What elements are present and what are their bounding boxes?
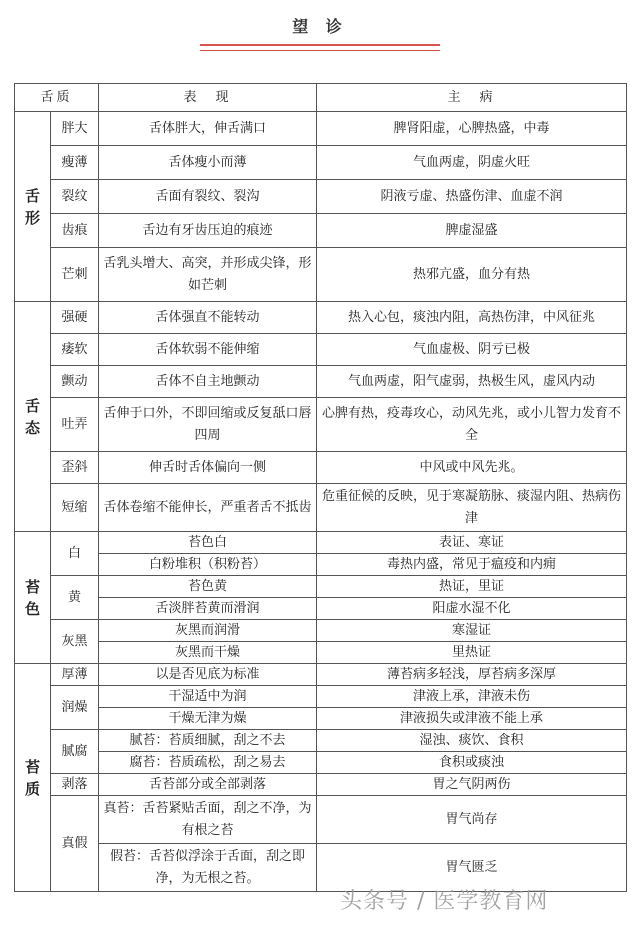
- row-manifestation: 灰黑而润滑: [99, 620, 317, 642]
- table-row: [15, 664, 627, 686]
- group-label: 白: [51, 532, 99, 576]
- table-row: [15, 642, 627, 664]
- row-disease: 津液上承，津液未伤: [317, 686, 627, 708]
- table-row: [15, 774, 627, 796]
- table-row: [15, 180, 627, 214]
- row-label: 颤动: [51, 366, 99, 398]
- table-row: [15, 620, 627, 642]
- row-disease: 寒湿证: [317, 620, 627, 642]
- row-manifestation: 舌体瘦小而薄: [99, 146, 317, 180]
- row-manifestation: 苔色白: [99, 532, 317, 554]
- row-manifestation: 干湿适中为润: [99, 686, 317, 708]
- row-manifestation: 舌面有裂纹、裂沟: [99, 180, 317, 214]
- row-manifestation: 伸舌时舌体偏向一侧: [99, 452, 317, 484]
- row-label: 歪斜: [51, 452, 99, 484]
- row-manifestation: 舌体不自主地颤动: [99, 366, 317, 398]
- row-disease: 阳虚水湿不化: [317, 598, 627, 620]
- row-disease: 毒热内盛，常见于瘟疫和内痈: [317, 554, 627, 576]
- row-label: 胖大: [51, 112, 99, 146]
- row-disease: 脾虚湿盛: [317, 214, 627, 248]
- row-disease: 湿浊、痰饮、食积: [317, 730, 627, 752]
- row-manifestation: 舌苔部分或全部剥落: [99, 774, 317, 796]
- row-label: 瘦薄: [51, 146, 99, 180]
- table-row: [15, 302, 627, 334]
- table-row: [15, 554, 627, 576]
- header-tongue-quality: 舌质: [15, 84, 99, 112]
- table-row: [15, 214, 627, 248]
- row-manifestation: 腐苔：苔质疏松，刮之易去: [99, 752, 317, 774]
- tongue-diagnosis-table: [14, 83, 627, 892]
- category-tongue-shape: 舌形: [15, 112, 51, 302]
- category-coating-quality: 苔质: [15, 664, 51, 892]
- table-row: [15, 366, 627, 398]
- row-disease: 热邪亢盛，血分有热: [317, 248, 627, 302]
- category-tongue-state: 舌态: [15, 302, 51, 532]
- row-manifestation: 舌淡胖苔黄而滑润: [99, 598, 317, 620]
- group-label: 腻腐: [51, 730, 99, 774]
- table-row: [15, 686, 627, 708]
- row-manifestation: 舌体卷缩不能伸长，严重者舌不抵齿: [99, 484, 317, 532]
- table-row: [15, 334, 627, 366]
- row-manifestation: 舌体软弱不能伸缩: [99, 334, 317, 366]
- row-disease: 薄苔病多轻浅，厚苔病多深厚: [317, 664, 627, 686]
- watermark: 头条号 / 医学教育网: [340, 889, 549, 914]
- group-label: 润燥: [51, 686, 99, 730]
- row-label: 吐弄: [51, 398, 99, 452]
- row-disease: 食积或痰浊: [317, 752, 627, 774]
- row-manifestation: 以是否见底为标准: [99, 664, 317, 686]
- row-manifestation: 假苔：舌苔似浮涂于舌面，刮之即净，为无根之苔。: [99, 844, 317, 892]
- group-label: 黄: [51, 576, 99, 620]
- row-disease: 津液损失或津液不能上承: [317, 708, 627, 730]
- group-label: 真假: [51, 796, 99, 892]
- table-row: [15, 248, 627, 302]
- table-row: [15, 730, 627, 752]
- group-label: 灰黑: [51, 620, 99, 664]
- row-manifestation: 舌乳头增大、高突，并形成尖锋，形如芒刺: [99, 248, 317, 302]
- row-manifestation: 舌伸于口外，不即回缩或反复舐口唇四周: [99, 398, 317, 452]
- group-label: 厚薄: [51, 664, 99, 686]
- table-row: [15, 146, 627, 180]
- row-disease: 心脾有热，疫毒攻心，动风先兆，或小儿智力发育不全: [317, 398, 627, 452]
- row-disease: 热入心包，痰浊内阻，高热伤津，中风征兆: [317, 302, 627, 334]
- table-row: [15, 598, 627, 620]
- row-disease: 热证，里证: [317, 576, 627, 598]
- row-manifestation: 舌边有牙齿压迫的痕迹: [99, 214, 317, 248]
- header-manifestation: 表 现: [99, 84, 317, 112]
- category-coating-color: 苔色: [15, 532, 51, 664]
- row-manifestation: 干燥无津为燥: [99, 708, 317, 730]
- row-label: 裂纹: [51, 180, 99, 214]
- row-disease: 气血两虚，阴虚火旺: [317, 146, 627, 180]
- row-disease: 里热证: [317, 642, 627, 664]
- table-row: [15, 796, 627, 844]
- row-disease: 胃气尚存: [317, 796, 627, 844]
- table-row: [15, 752, 627, 774]
- row-manifestation: 苔色黄: [99, 576, 317, 598]
- row-disease: 气血虚极、阴亏已极: [317, 334, 627, 366]
- table-row: [15, 576, 627, 598]
- row-manifestation: 舌体强直不能转动: [99, 302, 317, 334]
- row-label: 芒刺: [51, 248, 99, 302]
- row-manifestation: 舌体胖大，伸舌满口: [99, 112, 317, 146]
- group-label: 剥落: [51, 774, 99, 796]
- table-row: [15, 452, 627, 484]
- row-manifestation: 灰黑而干燥: [99, 642, 317, 664]
- row-disease: 中风或中风先兆。: [317, 452, 627, 484]
- row-disease: 危重征候的反映，见于寒凝筋脉、痰湿内阻、热病伤津: [317, 484, 627, 532]
- row-manifestation: 真苔：舌苔紧贴舌面，刮之不净，为有根之苔: [99, 796, 317, 844]
- row-disease: 胃之气阴两伤: [317, 774, 627, 796]
- row-label: 齿痕: [51, 214, 99, 248]
- row-disease: 阴液亏虚、热盛伤津、血虚不润: [317, 180, 627, 214]
- title-underline: [200, 44, 440, 46]
- row-disease: 脾肾阳虚，心脾热盛，中毒: [317, 112, 627, 146]
- row-manifestation: 腻苔：苔质细腻，刮之不去: [99, 730, 317, 752]
- table-row: [15, 532, 627, 554]
- row-disease: 胃气匮乏: [317, 844, 627, 892]
- header-disease: 主 病: [317, 84, 627, 112]
- header-row: [15, 84, 627, 112]
- table-row: [15, 484, 627, 532]
- table-row: [15, 398, 627, 452]
- title-underline-thin: [200, 50, 440, 51]
- page-title: 望 诊: [292, 17, 348, 36]
- row-label: 痿软: [51, 334, 99, 366]
- table-row: [15, 708, 627, 730]
- row-manifestation: 白粉堆积（积粉苔）: [99, 554, 317, 576]
- table-row: [15, 112, 627, 146]
- row-disease: 气血两虚，阳气虚弱，热极生风，虚风内动: [317, 366, 627, 398]
- row-label: 短缩: [51, 484, 99, 532]
- row-label: 强硬: [51, 302, 99, 334]
- row-disease: 表证、寒证: [317, 532, 627, 554]
